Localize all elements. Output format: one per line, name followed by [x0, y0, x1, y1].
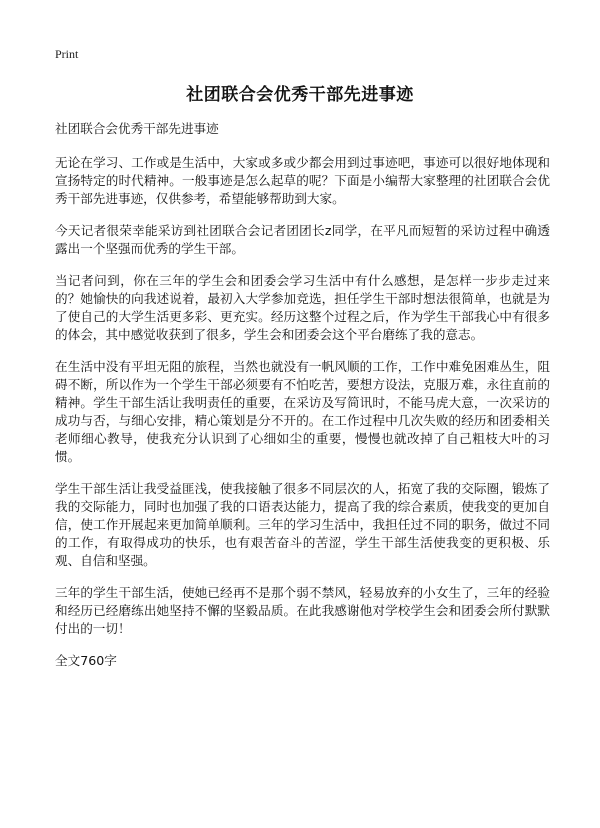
paragraph-4: 在生活中没有平坦无阻的旅程，当然也就没有一帆风顺的工作，工作中难免困难丛生，阻碍不断，所以作为一个学生干部必须要有不怕吃苦，要想方设法，克服万难，永往直前的精神。学生干部生活让我明责任的重要，在采访及写简讯时，不能马虎大意，一次采访的成功与否，与细心安排，精心策划是分不开的。在工作过程中几次失败的经历和团委相关老师细心教导，使我充分认识到了心细如尘的重要，慢慢也就改掉了自己粗枝大叶的习惯。	[55, 359, 550, 464]
document-title: 社团联合会优秀干部先进事迹	[186, 85, 414, 105]
paragraph-6: 三年的学生干部生活，使她已经再不是那个弱不禁风，轻易放弃的小女生了，三年的经验和经历已经磨练出她坚持不懈的坚毅品质。在此我感谢他对学校学生会和团委会所付默默付出的一切！	[55, 585, 550, 636]
paragraph-2: 今天记者很荣幸能采访到社团联合会记者团团长z同学，在平凡而短暂的采访过程中确透露出一个坚强而优秀的学生干部。	[55, 223, 550, 256]
paragraph-3: 当记者问到，你在三年的学生会和团委会学习生活中有什么感想，是怎样一步步走过来的？她愉快的向我述说着，最初入大学参加竞选，担任学生干部时想法很简单，也就是为了使自己的大学生活更多彩、更充实。经历这整个过程之后，作为学生干部我心中有很多的体会，其中感觉收获到了很多，学生会和团委会这个平台磨练了我的意志。	[55, 273, 550, 342]
paragraph-1: 无论在学习、工作或是生活中，大家或多或少都会用到过事迹吧，事迹可以很好地体现和宣扬特定的时代精神。一般事迹是怎么起草的呢？下面是小编帮大家整理的社团联合会优秀干部先进事迹，仅供参考，希望能够帮助到大家。	[55, 155, 550, 206]
word-count: 全文760字	[55, 653, 117, 668]
document-subtitle: 社团联合会优秀干部先进事迹	[55, 121, 219, 136]
print-label[interactable]: Print	[55, 47, 79, 61]
paragraph-5: 学生干部生活让我受益匪浅，使我接触了很多不同层次的人，拓宽了我的交际圈，锻炼了我的交际能力，同时也加强了我的口语表达能力，提高了我的综合素质，使我变的更加自信，使工作开展起来更加简单顺利。三年的学习生活中，我担任过不同的职务，做过不同的工作，有取得成功的快乐，也有艰苦奋斗的苦涩，学生干部生活使我变的更积极、乐观、自信和坚强。	[55, 481, 550, 568]
document-body	[55, 120, 550, 684]
